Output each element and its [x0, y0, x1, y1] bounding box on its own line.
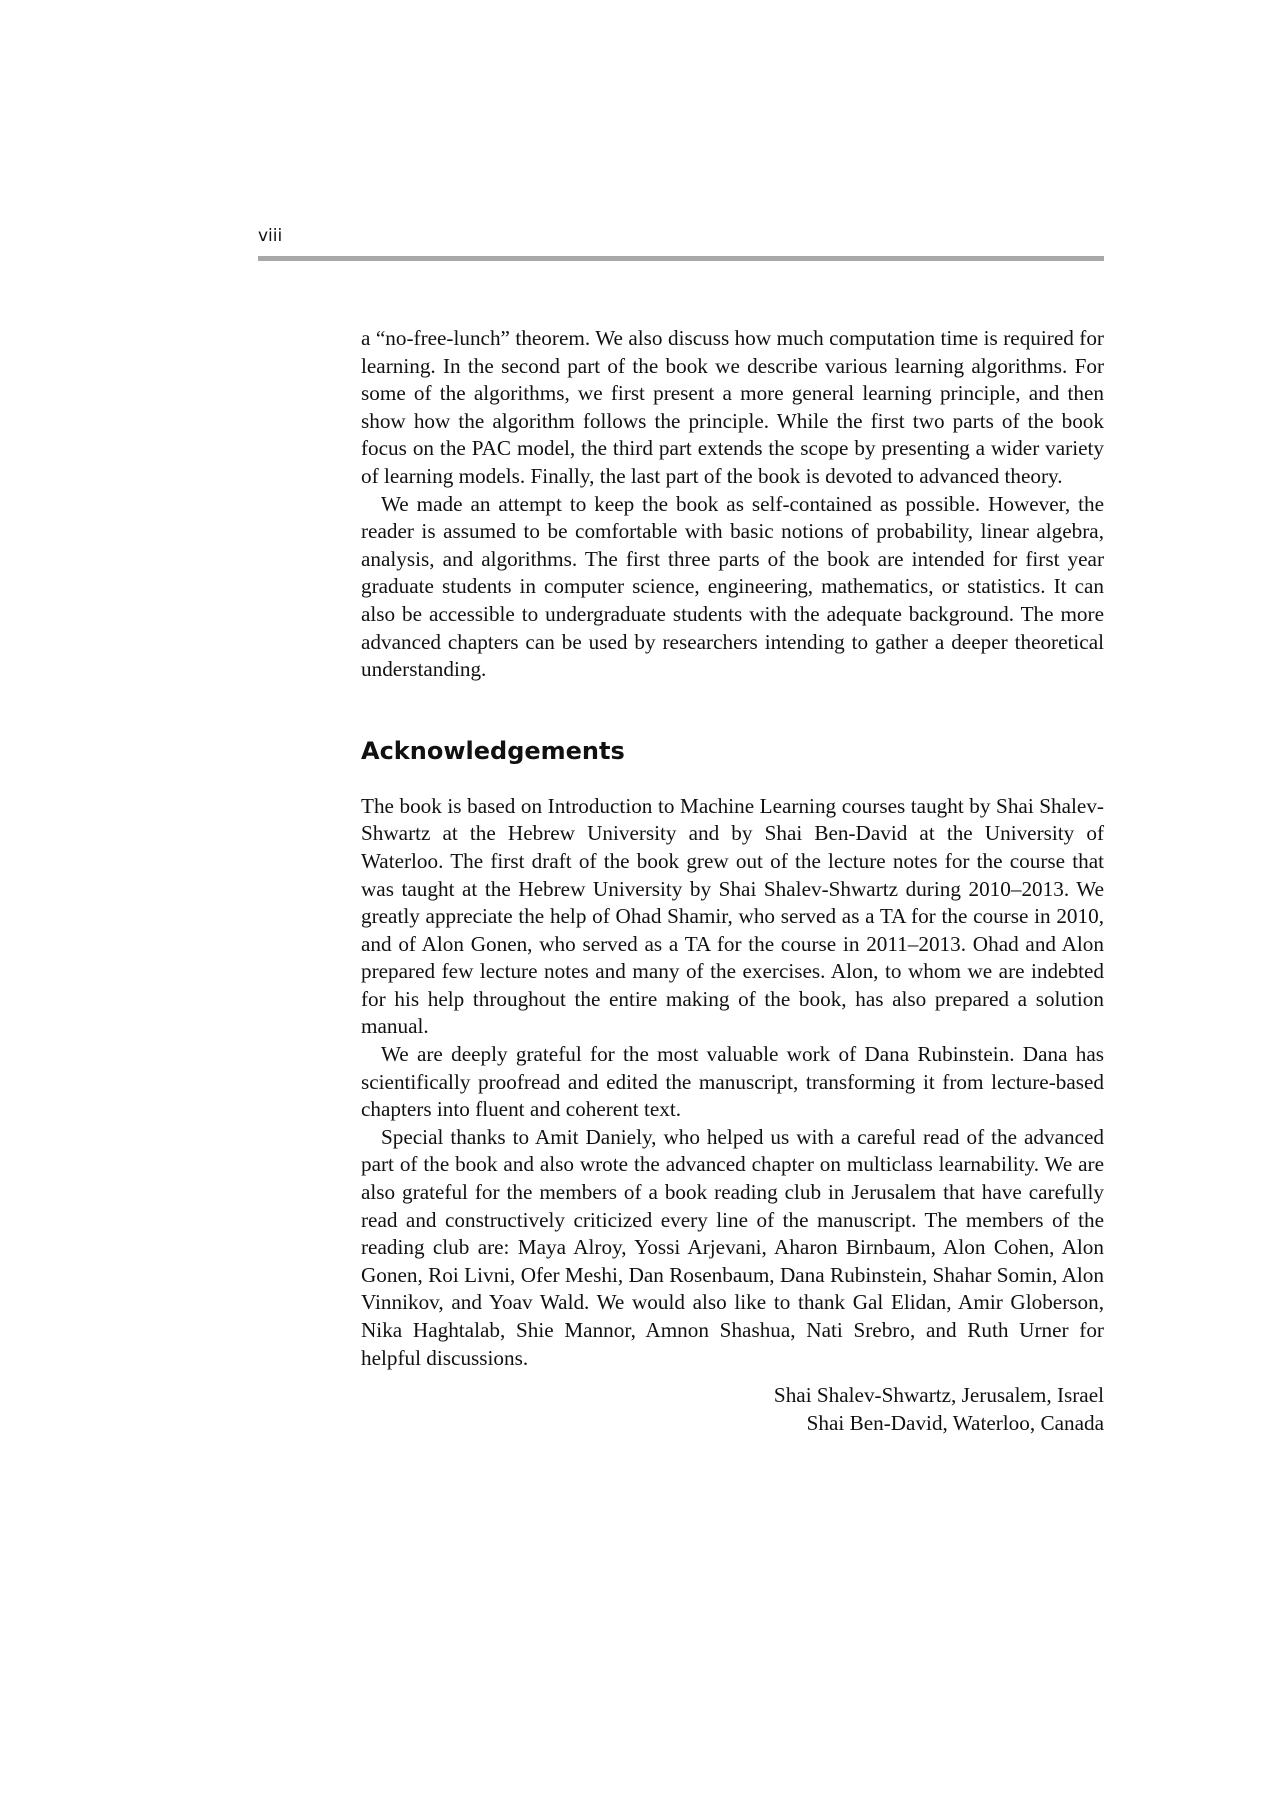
acknowledgements-paragraph-3: Special thanks to Amit Daniely, who helped us with a careful read of the advanced part of the book and also wrote the advanced chapter on multiclass learnability. We are also grateful for the members of a book reading club in Jerusalem that have carefully read and constructively criticized every line of the manuscript. The members of the reading club are: Maya Alroy, Yossi Arjevani, Aharon Birnbaum, Alon Cohen, Alon Gonen, Roi Livni, Ofer Meshi, Dan Rosenbaum, Dana Rubinstein, Shahar Somin, Alon Vinnikov, and Yoav Wald. We would also like to thank Gal Elidan, Amir Globerson, Nika Haghtalab, Shie Mannor, Amnon Shashua, Nati Srebro, and Ruth Urner for helpful discussions.: [361, 1124, 1104, 1370]
header-rule: [258, 256, 1104, 261]
acknowledgements-heading: Acknowledgements: [361, 736, 625, 765]
signature-line-1: Shai Shalev-Shwartz, Jerusalem, Israel: [773, 1383, 1104, 1408]
body-paragraph-2: We made an attempt to keep the book as self-contained as possible. However, the reader is assumed to be comfortable with basic notions of probability, linear algebra, analysis, and algorithms. The first three parts of the book are intended for first year graduate students in computer science, engineering, mathematics, or statistics. It can also be accessible to undergraduate students with the adequate background. The more advanced chapters can be used by researchers intending to gather a deeper theoretical understanding.: [361, 491, 1104, 682]
body-paragraph-1: a “no-free-lunch” theorem. We also discuss how much computation time is required for learning. In the second part of the book we describe various learning algorithms. For some of the algorithms, we first present a more general learning principle, and then show how the algorithm follows the principle. While the first two parts of the book focus on the PAC model, the third part extends the scope by presenting a wider variety of learning models. Finally, the last part of the book is devoted to advanced theory.: [361, 326, 1104, 488]
acknowledgements-paragraph-1: The book is based on Introduction to Machine Learning courses taught by Shai Shalev-Shwartz at the Hebrew University and by Shai Ben-David at the University of Waterloo. The first draft of the book grew out of the lecture notes for the course that was taught at the Hebrew University by Shai Shalev-Shwartz during 2010–2013. We greatly appreciate the help of Ohad Shamir, who served as a TA for the course in 2010, and of Alon Gonen, who served as a TA for the course in 2011–2013. Ohad and Alon prepared few lecture notes and many of the exercises. Alon, to whom we are indebted for his help throughout the entire making of the book, has also prepared a solution manual.: [361, 793, 1104, 1039]
acknowledgements-paragraph-2: We are deeply grateful for the most valuable work of Dana Rubinstein. Dana has scientifically proofread and edited the manuscript, transforming it from lecture-based chapters into fluent and coherent text.: [361, 1042, 1104, 1122]
page-number: viii: [258, 226, 283, 246]
signatures: [361, 1382, 1104, 1437]
signature-line-2: Shai Ben-David, Waterloo, Canada: [806, 1410, 1104, 1435]
page-content: [361, 325, 1104, 1437]
